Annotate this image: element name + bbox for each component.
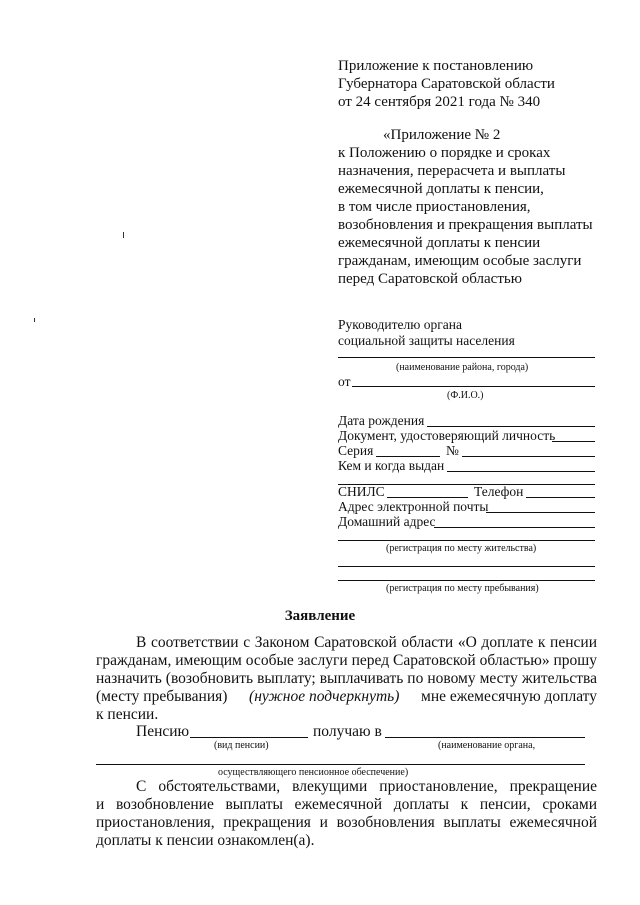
statement-p1-line-5: к пенсии.	[96, 706, 159, 723]
caption-residence: (регистрация по месту жительства)	[386, 543, 537, 554]
issued-label: Кем и когда выдан	[338, 458, 445, 473]
appendix-line-3: назначения, перерасчета и выплаты	[338, 163, 566, 179]
phone-label: Телефон	[474, 484, 524, 499]
receive-label: получаю в	[313, 723, 382, 740]
addressee-line-1: Руководителю органа	[338, 317, 462, 332]
document-field[interactable]	[552, 441, 595, 442]
issued-field[interactable]	[447, 471, 595, 472]
header-line-1: Приложение к постановлению	[338, 58, 534, 74]
district-field[interactable]	[338, 357, 595, 358]
pension-label: Пенсию	[136, 723, 190, 740]
statement-title: Заявление	[284, 608, 356, 624]
appendix-line-7: ежемесячной доплаты к пенсии	[338, 235, 541, 251]
statement-p1-line-3: назначить (возобновить выплату; выплачивать по новому месту жительства	[96, 670, 597, 687]
statement-p2-line-4: доплаты к пенсии ознакомлен(а).	[96, 832, 315, 849]
header-line-3: от 24 сентября 2021 года № 340	[338, 94, 541, 110]
home-address-field[interactable]	[434, 527, 595, 528]
statement-p1-line-2: гражданам, имеющим особые заслуги перед Саратовской областью» прошу	[96, 652, 597, 669]
caption-pension-type: (вид пенсии)	[214, 740, 269, 751]
snils-label: СНИЛС	[338, 484, 385, 499]
caption-stay: (регистрация по месту пребывания)	[386, 583, 539, 594]
statement-p2-line-1: С обстоятельствами, влекущими приостановление, прекращение	[136, 778, 597, 795]
stay-field-1[interactable]	[338, 566, 595, 567]
fio-field[interactable]	[352, 386, 595, 387]
appendix-line-9: перед Саратовской областью	[338, 271, 522, 287]
statement-p1-line-4-end: мне ежемесячную доплату	[421, 688, 597, 705]
caption-fio: (Ф.И.О.)	[447, 390, 484, 401]
residence-field[interactable]	[338, 540, 595, 541]
caption-district: (наименование района, города)	[396, 362, 529, 373]
appendix-line-2: к Положению о порядке и сроках	[338, 145, 551, 161]
document-label: Документ, удостоверяющий личность	[338, 428, 556, 443]
email-label: Адрес электронной почты	[338, 499, 489, 514]
home-address-label: Домашний адрес	[338, 514, 436, 529]
email-field[interactable]	[486, 512, 595, 513]
number-field[interactable]	[462, 456, 595, 457]
stay-field-2[interactable]	[338, 580, 595, 581]
option-stay-text: (месту пребывания)	[96, 688, 228, 705]
pension-type-field[interactable]	[190, 737, 308, 738]
birth-date-field[interactable]	[427, 426, 595, 427]
pension-org-field-continued[interactable]	[96, 764, 585, 765]
addressee-line-2: социальной защиты населения	[338, 333, 515, 348]
from-label: от	[338, 374, 351, 389]
statement-p2-line-2: и возобновление выплаты ежемесячной доплаты к пенсии, сроками	[96, 796, 597, 813]
scan-speck	[123, 232, 124, 238]
phone-field[interactable]	[526, 497, 595, 498]
underline-hint: (нужное подчеркнуть)	[249, 688, 400, 705]
caption-org-name: (наименование органа,	[438, 740, 536, 751]
statement-p2-line-3: приостановления, прекращения и возобновления выплаты ежемесячной	[96, 814, 597, 831]
header-line-2: Губернатора Саратовской области	[338, 76, 555, 92]
statement-p1-line-1: В соответствии с Законом Саратовской области «О доплате к пенсии	[136, 634, 597, 651]
birth-date-label: Дата рождения	[338, 413, 425, 428]
series-field[interactable]	[376, 456, 440, 457]
appendix-line-4: ежемесячной доплаты к пенсии,	[338, 181, 544, 197]
appendix-line-6: возобновления и прекращения выплаты	[338, 217, 593, 233]
pension-org-field[interactable]	[385, 737, 585, 738]
scan-speck	[34, 318, 35, 322]
caption-org-continued: осуществляющего пенсионное обеспечение)	[218, 767, 409, 778]
statement-p1-line-4	[96, 688, 597, 706]
appendix-line-8: гражданам, имеющим особые заслуги	[338, 253, 582, 269]
snils-field[interactable]	[387, 497, 468, 498]
number-label: №	[446, 443, 459, 458]
appendix-line-5: в том числе приостановления,	[338, 199, 531, 215]
series-label: Серия	[338, 443, 374, 458]
appendix-line-1: «Приложение № 2	[383, 127, 501, 143]
